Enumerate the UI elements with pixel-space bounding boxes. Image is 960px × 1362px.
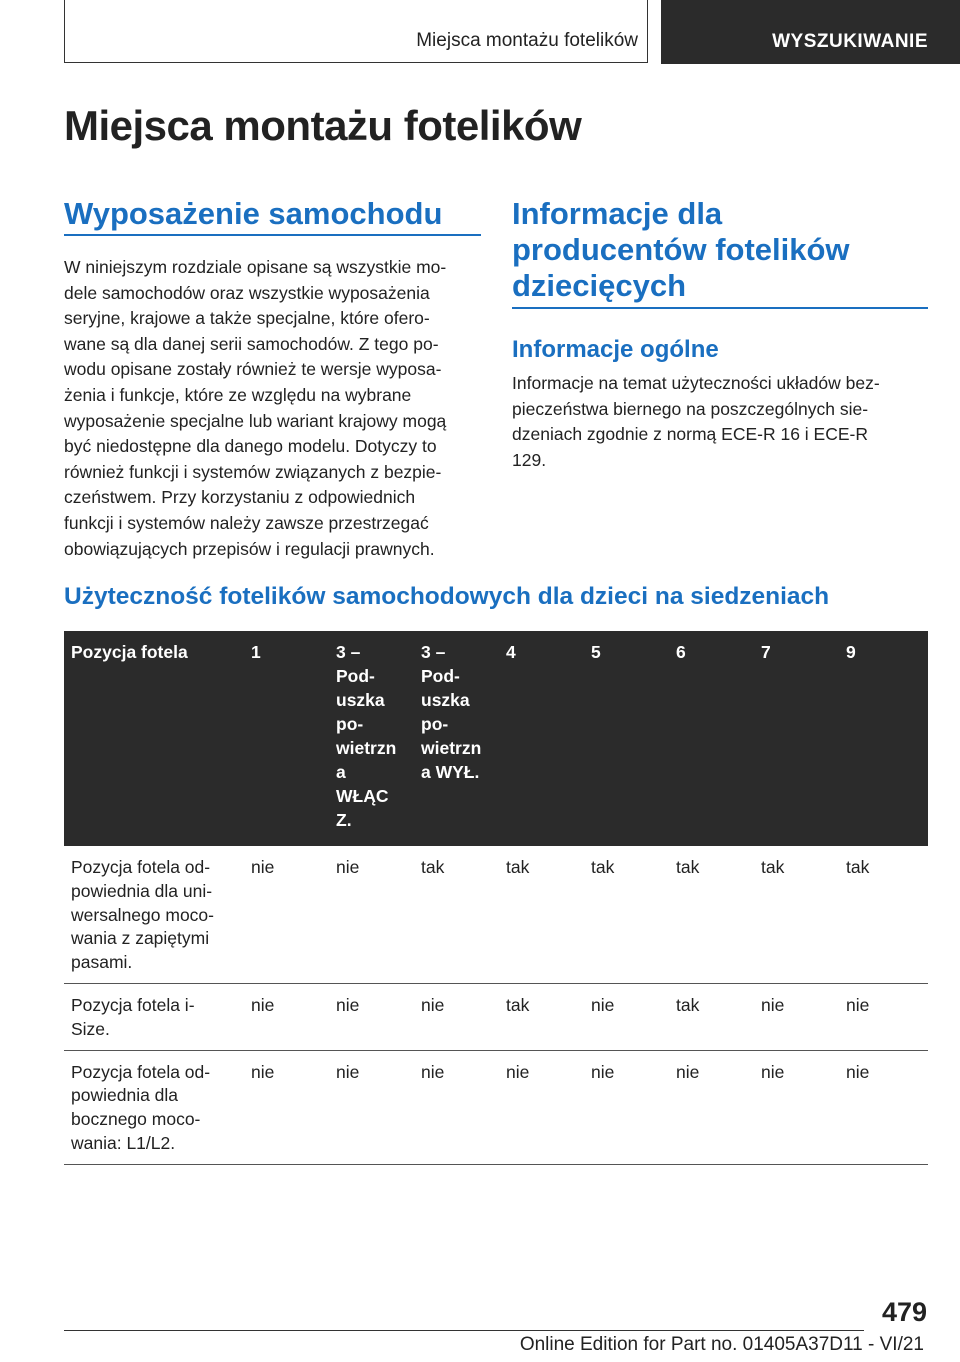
table-cell: nie [754,1050,839,1164]
header-line: 7 [761,642,771,662]
paragraph-line: W niniejszym rozdziale opisane są wszystkie mo‐ [64,257,447,277]
header-line: WŁĄC [336,786,389,806]
paragraph-line: dele samochodów oraz wszystkie wyposażenia [64,282,430,303]
row-label-line: pasami. [71,952,133,973]
header-line: 3 – [421,642,446,662]
table-column-header [584,631,669,846]
footer-edition: Online Edition for Part no. 01405A37D11 - VI/21 [519,1334,924,1355]
table-cell: tak [754,846,839,983]
table-cell: nie [244,983,329,1050]
header-line: 6 [676,642,686,662]
right-subheading: Informacje ogólne [512,336,719,363]
row-label-line: wersalnego moco‐ [71,904,214,925]
table-cell: nie [329,846,414,983]
table-cell: nie [839,983,928,1050]
row-label-line: Size. [71,1018,110,1039]
row-label-line: wania: L1/L2. [71,1132,176,1153]
table-body [64,846,928,1164]
table-column-header [669,631,754,846]
paragraph-line: Informacje na temat użyteczności układów bez‐ [512,373,880,393]
table-cell: nie [584,1050,669,1164]
header-line: 5 [591,642,601,662]
header-line: Z. [336,810,352,830]
table-cell: nie [414,983,499,1050]
table-cell: nie [669,1050,754,1164]
paragraph-line: żenia i funkcje, które ze względu na wybrane [64,384,412,405]
table-column-header [499,631,584,846]
table-cell: tak [499,983,584,1050]
right-heading-rule [512,307,928,309]
table-heading: Użyteczność fotelików samochodowych dla dzieci na siedzeniach [64,583,830,610]
left-heading: Wyposażenie samochodu [64,196,443,231]
header-line: po‐ [421,714,449,734]
header-line: 3 – [336,642,361,662]
table-cell: nie [329,983,414,1050]
header-line: a WYŁ. [421,762,480,782]
table-cell: tak [414,846,499,983]
paragraph-line: czeństwem. Przy korzystaniu z odpowiednich [64,487,416,508]
header-section-title: Miejsca montażu fotelików [416,30,638,51]
header-line: Pod‐ [336,666,375,686]
table-cell: nie [329,1050,414,1164]
table-column-header [64,631,244,846]
search-tab[interactable] [661,0,960,64]
header-line: wietrzn [421,738,482,758]
table-cell: nie [414,1050,499,1164]
paragraph-line: obowiązujących przepisów i regulacji prawnych. [64,538,435,559]
row-label-line: bocznego moco‐ [71,1109,201,1130]
paragraph-line: 129. [512,449,547,470]
right-heading [512,196,850,304]
header-line: Pod‐ [421,666,460,686]
heading-line: Informacje dla [512,196,723,231]
header-line: wietrzn [336,738,397,758]
paragraph-line: wodu opisane zostały również te wersje wyposa‐ [64,359,442,380]
row-label-line: wania z zapiętymi [71,928,210,949]
table-row [64,983,928,1050]
header-line: 1 [251,642,261,662]
heading-line: producentów fotelików [512,232,850,267]
page-number: 479 [881,1297,927,1327]
header-line: a [336,762,346,782]
footer-rule [64,1330,864,1331]
table-column-header [414,631,499,846]
row-label-line: powiednia dla uni‐ [71,880,213,901]
header-line: 4 [506,642,516,662]
row-label-line: powiednia dla [71,1085,179,1106]
right-paragraph [512,371,880,473]
header-line: 9 [846,642,856,662]
row-label-cell [64,846,244,983]
paragraph-line: wane są dla danej serii samochodów. Z tego po‐ [64,333,439,354]
row-label-cell [64,1050,244,1164]
heading-line: dziecięcych [512,268,687,303]
page-title: Miejsca montażu fotelików [64,102,582,149]
row-label-line: Pozycja fotela i- [71,994,195,1015]
paragraph-line: również funkcji i systemów związanych z bezpie‐ [64,461,442,482]
table-cell: tak [839,846,928,983]
paragraph-line: funkcji i systemów należy zawsze przestrzegać [64,512,429,533]
table-cell: nie [584,983,669,1050]
table-column-header [329,631,414,846]
paragraph-line: wyposażenie specjalne lub wariant krajowy mogą [64,410,447,431]
row-label-cell [64,983,244,1050]
table-row [64,846,928,983]
table-column-header [754,631,839,846]
table-column-header [839,631,928,846]
paragraph-line: seryjne, krajowe a także specjalne, które ofero‐ [64,308,430,329]
table-header-row [64,631,928,846]
table-cell: tak [499,846,584,983]
left-paragraph [64,255,446,562]
table-row [64,1050,928,1164]
usability-table [64,631,928,1165]
table-cell: nie [244,846,329,983]
paragraph-line: być niedostępne dla danego modelu. Dotyczy to [64,436,437,457]
table-cell: tak [584,846,669,983]
search-tab-label: WYSZUKIWANIE [772,31,928,52]
table-cell: tak [669,983,754,1050]
row-label-line: Pozycja fotela od‐ [71,1061,211,1082]
table-cell: nie [839,1050,928,1164]
table-cell: nie [499,1050,584,1164]
row-label-line: Pozycja fotela od‐ [71,857,211,877]
table-cell: tak [669,846,754,983]
table-cell: nie [244,1050,329,1164]
paragraph-line: dzeniach zgodnie z normą ECE-R 16 i ECE-R [512,424,868,445]
table-cell: nie [754,983,839,1050]
header-line: uszka [336,690,385,710]
paragraph-line: pieczeństwa biernego na poszczególnych sie‐ [512,398,869,419]
left-heading-rule [64,234,481,236]
header-line: Pozycja fotela [71,642,188,662]
header-line: po‐ [336,714,364,734]
header-line: uszka [421,690,470,710]
table-column-header [244,631,329,846]
